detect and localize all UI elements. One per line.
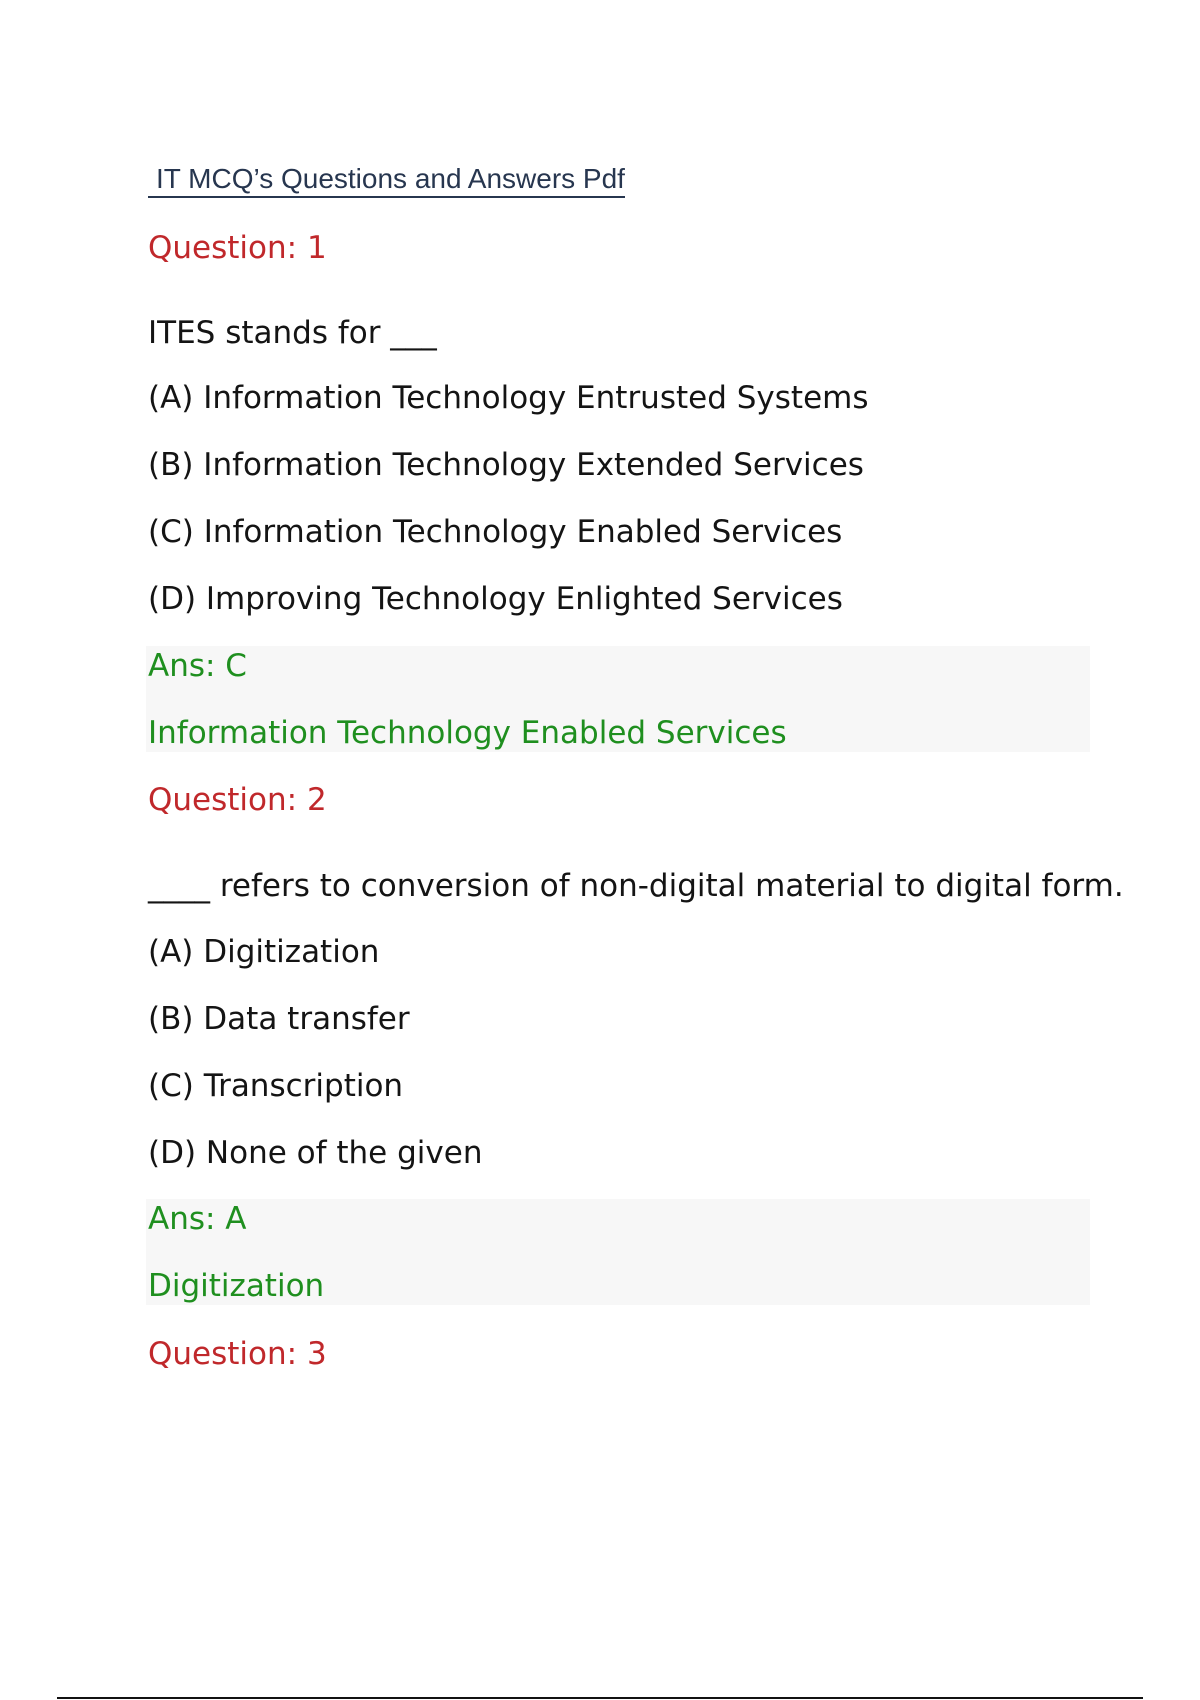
question-3-heading: Question: 3 <box>148 1336 327 1372</box>
question-1-heading: Question: 1 <box>148 230 327 266</box>
question-2-option-c: (C) Transcription <box>148 1068 404 1104</box>
question-2-heading: Question: 2 <box>148 782 327 818</box>
question-1-option-a: (A) Information Technology Entrusted Systems <box>148 380 869 416</box>
question-2-answer-text: Digitization <box>148 1268 325 1304</box>
question-1-answer-text: Information Technology Enabled Services <box>148 715 787 751</box>
question-2-option-b: (B) Data transfer <box>148 1001 410 1037</box>
question-1-option-d: (D) Improving Technology Enlighted Services <box>148 581 843 617</box>
question-1-answer: Ans: C <box>148 648 247 684</box>
page-bottom-rule <box>57 1697 1143 1699</box>
question-2-option-d: (D) None of the given <box>148 1135 483 1171</box>
question-1-option-c: (C) Information Technology Enabled Services <box>148 514 843 550</box>
document-title: IT MCQ’s Questions and Answers Pdf <box>148 162 625 198</box>
question-2-answer: Ans: A <box>148 1201 247 1237</box>
question-1-stem: ITES stands for ___ <box>148 315 437 351</box>
question-1-option-b: (B) Information Technology Extended Services <box>148 447 864 483</box>
question-2-stem: ____ refers to conversion of non-digital material to digital form. <box>148 868 1124 904</box>
question-2-option-a: (A) Digitization <box>148 934 380 970</box>
